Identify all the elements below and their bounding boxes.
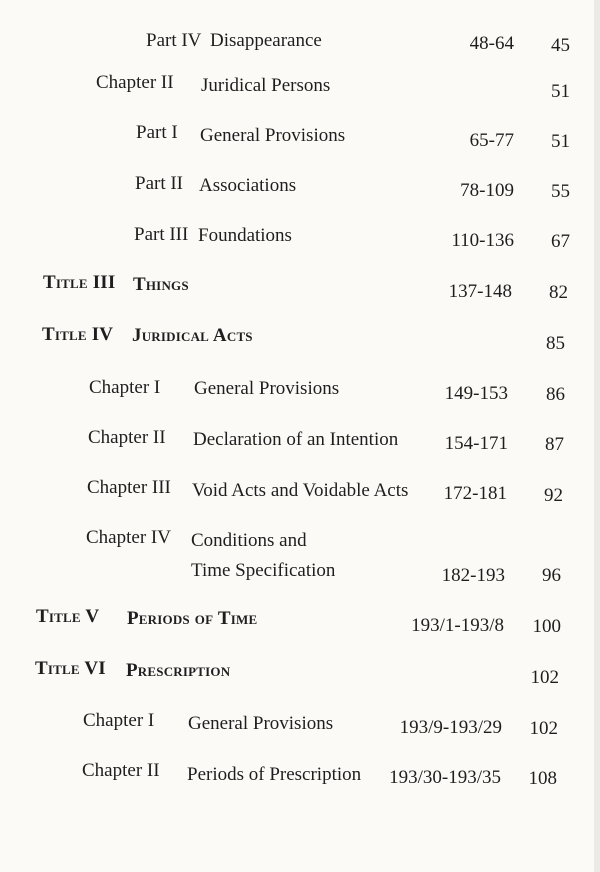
page-number: 96	[542, 565, 561, 586]
entry-label: Foundations	[198, 225, 292, 246]
chapter-number: Chapter III	[87, 477, 171, 498]
page-number: 51	[551, 81, 570, 102]
title-label: Periods of Time	[127, 608, 258, 629]
chapter-number: Chapter II	[96, 72, 174, 93]
title-label: Things	[133, 274, 189, 295]
page-number: 51	[551, 131, 570, 152]
section-range: 65-77	[469, 130, 514, 151]
title-number: Title III	[43, 272, 116, 293]
section-range: 193/9-193/29	[399, 717, 502, 738]
entry-label: General Provisions	[194, 378, 340, 399]
entry-label: Disappearance	[210, 30, 322, 51]
title-number: Title IV	[42, 324, 114, 345]
page-number: 86	[546, 384, 565, 405]
entry-label: Periods of Prescription	[187, 764, 362, 785]
entry-label-continued: Time Specification	[191, 560, 336, 581]
entry-label: Juridical Persons	[201, 75, 331, 96]
section-range: 48-64	[469, 33, 514, 54]
page-number: 100	[532, 616, 561, 637]
chapter-number: Chapter I	[83, 710, 155, 731]
section-range: 193/30-193/35	[389, 767, 501, 788]
page-number: 82	[549, 282, 568, 303]
title-number: Title V	[36, 606, 100, 627]
page-number: 87	[545, 434, 564, 455]
chapter-number: Chapter II	[88, 427, 166, 448]
entry-label: Conditions and	[191, 530, 307, 551]
section-range: 193/1-193/8	[411, 615, 504, 636]
page-number: 45	[551, 35, 570, 56]
chapter-number: Chapter II	[82, 760, 160, 781]
chapter-number: Chapter IV	[86, 527, 171, 548]
chapter-number: Chapter I	[89, 377, 161, 398]
entry-label: Void Acts and Voidable Acts	[192, 480, 409, 501]
entry-label: General Provisions	[200, 125, 346, 146]
section-range: 149-153	[444, 383, 508, 404]
page-number: 92	[544, 485, 563, 506]
section-range: 78-109	[460, 180, 514, 201]
page-number: 67	[551, 231, 570, 252]
entry-label: General Provisions	[188, 713, 334, 734]
entry-label: Declaration of an Intention	[193, 429, 399, 450]
page-number: 85	[546, 333, 565, 354]
entry-label: Associations	[199, 175, 297, 196]
part-number: Part I	[136, 122, 178, 143]
page-edge	[594, 0, 600, 872]
title-label: Prescription	[126, 660, 231, 681]
part-number: Part III	[134, 224, 189, 245]
section-range: 110-136	[451, 230, 514, 251]
section-range: 154-171	[444, 433, 508, 454]
page-number: 55	[551, 181, 570, 202]
title-label: Juridical Acts	[132, 325, 253, 346]
page-number: 102	[529, 718, 558, 739]
page-number: 102	[530, 667, 559, 688]
title-number: Title VI	[35, 658, 106, 679]
section-range: 137-148	[448, 281, 512, 302]
part-number: Part II	[135, 173, 184, 194]
section-range: 172-181	[443, 483, 507, 504]
page-number: 108	[528, 768, 557, 789]
section-range: 182-193	[441, 565, 505, 586]
part-number: Part IV	[146, 30, 202, 51]
